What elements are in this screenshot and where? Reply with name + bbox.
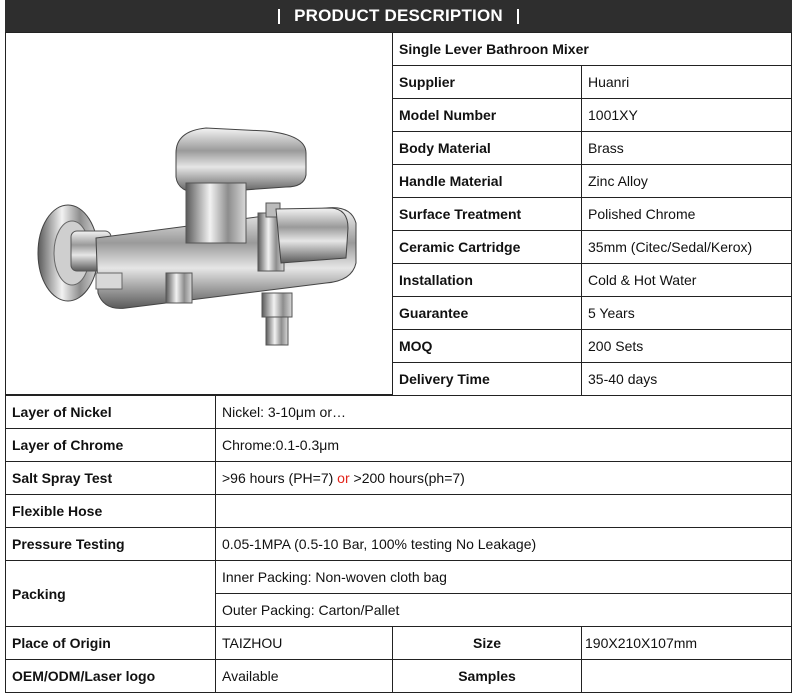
- product-name: Single Lever Bathroon Mixer: [392, 32, 792, 66]
- spec-label-delivery-time: Delivery Time: [392, 362, 582, 396]
- detail-value-layer-of-nickel: Nickel: 3-10μm or…: [215, 395, 792, 429]
- spec-value-moq: 200 Sets: [581, 329, 792, 363]
- origin-value: TAIZHOU: [215, 626, 393, 660]
- size-label: Size: [392, 626, 582, 660]
- spec-label-installation: Installation: [392, 263, 582, 297]
- samples-label: Samples: [392, 659, 582, 693]
- spec-value-ceramic-cartridge: 35mm (Citec/Sedal/Kerox): [581, 230, 792, 264]
- detail-label-layer-of-nickel: Layer of Nickel: [5, 395, 216, 429]
- detail-value-flexible-hose: [215, 494, 792, 528]
- salt-spray-value-b: >200 hours(ph=7): [349, 470, 465, 486]
- spec-label-model-number: Model Number: [392, 98, 582, 132]
- spec-label-guarantee: Guarantee: [392, 296, 582, 330]
- size-value: 190X210X107mm: [581, 626, 792, 660]
- spec-label-supplier: Supplier: [392, 65, 582, 99]
- spec-value-handle-material: Zinc Alloy: [581, 164, 792, 198]
- packing-outer: Outer Packing: Carton/Pallet: [215, 593, 792, 627]
- detail-label-salt-spray-test: Salt Spray Test: [5, 461, 216, 495]
- salt-spray-value-a: >96 hours (PH=7): [222, 470, 338, 486]
- header-divider-right: [517, 9, 519, 24]
- spec-label-body-material: Body Material: [392, 131, 582, 165]
- spec-label-ceramic-cartridge: Ceramic Cartridge: [392, 230, 582, 264]
- spec-value-guarantee: 5 Years: [581, 296, 792, 330]
- spec-value-model-number: 1001XY: [581, 98, 792, 132]
- detail-value-layer-of-chrome: Chrome:0.1-0.3μm: [215, 428, 792, 462]
- oem-label: OEM/ODM/Laser logo: [5, 659, 216, 693]
- spec-value-body-material: Brass: [581, 131, 792, 165]
- detail-value-salt-spray-test: [215, 461, 792, 495]
- spec-value-installation: Cold & Hot Water: [581, 263, 792, 297]
- detail-value-pressure-testing: 0.05-1MPA (0.5-10 Bar, 100% testing No Leakage): [215, 527, 792, 561]
- packing-label: Packing: [5, 560, 216, 627]
- header-divider-left: [278, 9, 280, 24]
- samples-value: [581, 659, 792, 693]
- section-header: [5, 0, 792, 32]
- spec-value-surface-treatment: Polished Chrome: [581, 197, 792, 231]
- salt-spray-or: or: [337, 470, 350, 486]
- faucet-image: [26, 113, 376, 353]
- spec-label-moq: MOQ: [392, 329, 582, 363]
- spec-label-surface-treatment: Surface Treatment: [392, 197, 582, 231]
- spec-value-supplier: Huanri: [581, 65, 792, 99]
- detail-label-flexible-hose: Flexible Hose: [5, 494, 216, 528]
- detail-label-layer-of-chrome: Layer of Chrome: [5, 428, 216, 462]
- origin-label: Place of Origin: [5, 626, 216, 660]
- packing-inner: Inner Packing: Non-woven cloth bag: [215, 560, 792, 594]
- spec-label-handle-material: Handle Material: [392, 164, 582, 198]
- header-title: PRODUCT DESCRIPTION: [294, 6, 503, 25]
- oem-value: Available: [215, 659, 393, 693]
- detail-label-pressure-testing: Pressure Testing: [5, 527, 216, 561]
- spec-value-delivery-time: 35-40 days: [581, 362, 792, 396]
- product-image-cell: [5, 32, 393, 395]
